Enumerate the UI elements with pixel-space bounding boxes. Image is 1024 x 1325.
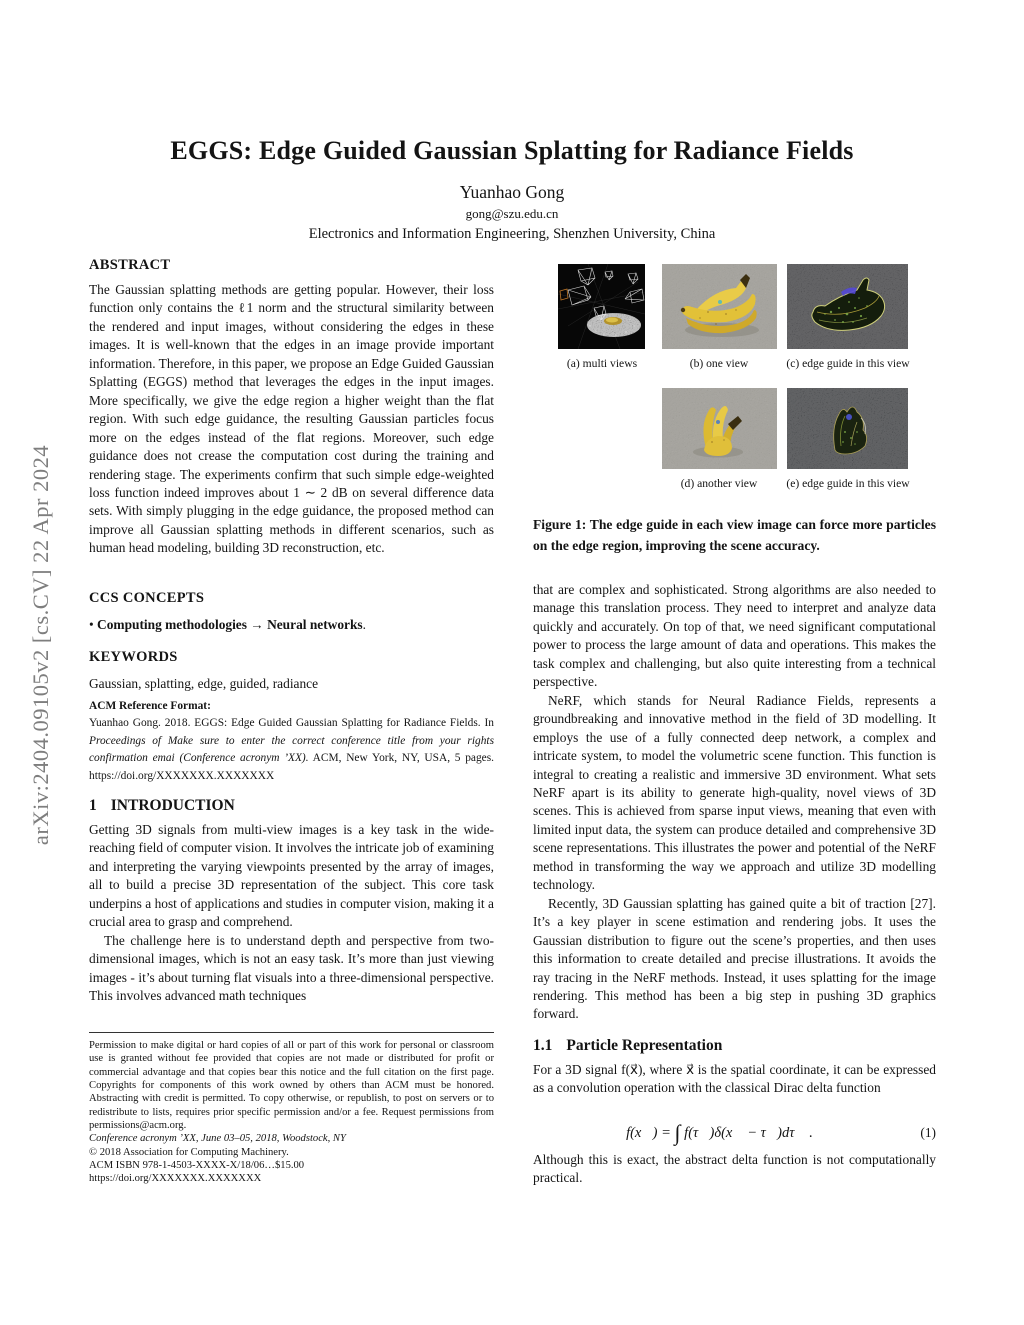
right-column-body [533,581,936,1024]
figure-1e-edge-guide-image [787,388,908,469]
permission-notice: Permission to make digital or hard copies of all or part of this work for personal or classroom use is granted without fee provided that copies are not made or distributed for profit or commercial advantage and that copies bear this notice and the full citation on the first page. Copyrights for components of this work owned by others than ACM must be honored. Abstracting with credit is permitted. To copy otherwise, or republish, to post on servers or to redistribute to lists, requires prior specific permission and/or a fee. Request permissions from permissions@acm.org. [89,1040,494,1132]
footnote-rule [89,1032,494,1033]
author-email: gong@szu.edu.cn [465,206,559,221]
figure-1d-caption: (d) another view [680,477,758,490]
equation-1-row [533,1116,936,1150]
introduction-body [89,821,494,1006]
figure-1b-one-view-image [662,264,777,349]
section-1-1-paragraph-2: Although this is exact, the abstract delta function is not computationally practical. [533,1152,936,1186]
intro-paragraph-1: Getting 3D signals from multi-view images is a key task in the wide-reaching field of computer vision. It involves the intricate job of examining and interpreting the varying viewpoints presented by the array of images, all to build a precise 3D representation of the subject. This core task underpins a host of applications and studies in computer vision, making it a crucial area to grasp and comprehend. [89,822,494,930]
section-1-1-paragraph-1: For a 3D signal f(x⃗), where x⃗ is the spatial coordinate, it can be expressed as a convolution operation with the classical Dirac delta function [533,1062,936,1096]
ccs-concept-1: Computing methodologies [97,617,247,632]
acm-reference-heading: ACM Reference Format: [89,700,211,712]
doi-line: https://doi.org/XXXXXXX.XXXXXXX [89,1173,262,1185]
section-1-1-heading: 1.1 Particle Representation [533,1037,723,1054]
figure-1-main-caption: Figure 1: The edge guide in each view image can force more particles on the edge region, improving the scene accuracy. [533,517,936,553]
figure-1b-caption: (b) one view [689,357,749,370]
abstract-body: The Gaussian splatting methods are getting popular. However, their loss function only contains the ℓ1 norm and the structural similarity between the rendered and input images, without considering the edges in these images. It is well-known that the edges in an image provide important information. Therefore, in this paper, we propose an Edge Guided Gaussian Splatting (EGGS) method that leverages the edges in the input images. More specifically, we give the edge region a higher weight than the flat region. With such edge guidance, the resulting Gaussian particles focus more on the edges instead of the flat regions. Moreover, such edge guidance does not crease the computation cost during the training and rendering stage. The experiments confirm that such simple edge-weighted loss function indeed improves about 1 ∼ 2 dB on several difference data sets. With simply plugging in the edge guidance, the proposed method can improve all Gaussian splatting methods in different scenarios, such as human head modeling, building 3D reconstruction, etc. [89,282,494,556]
isbn-line: ACM ISBN 978-1-4503-XXXX-X/18/06…$15.00 [89,1160,305,1172]
conference-line: Conference acronym ’XX, June 03–05, 2018, Woodstock, NY [89,1133,346,1145]
figure-1a-caption: (a) multi views [566,357,638,370]
acm-reference-proceedings: Proceedings of Make sure to enter the correct conference title from your rights confirmation emai (Conference acronym ’XX). [89,734,494,765]
acm-reference-block [89,698,494,785]
arxiv-watermark: arXiv:2404.09105v2 [cs.CV] 22 Apr 2024 [28,444,53,846]
ccs-concepts-line: • Computing methodologies → Neural networks. [89,617,367,632]
integral-sign: ∫ [674,1120,681,1145]
keywords-heading: KEYWORDS [89,649,178,665]
copyright-line: © 2018 Association for Computing Machinery. [89,1146,289,1158]
keywords-body: Gaussian, splatting, edge, guided, radiance [89,676,319,691]
equation-1-number: (1) [920,1125,936,1140]
ccs-heading: CCS CONCEPTS [89,590,205,606]
section-1-heading: 1 INTRODUCTION [89,797,235,814]
gaussian-splatting-paragraph: Recently, 3D Gaussian splatting has gained quite a bit of traction [27]. It’s a key player in scene estimation and rendering jobs. It uses the Gaussian distribution to figure out the scene’s properties, and then uses this information to create detailed and precise illustrations. It avoids the ray tracing in the NeRF methods. Instead, it uses splatting for the image rendering. This method has been a big step in pushing 3D graphics forward. [533,895,936,1022]
figure-1c-edge-guide-image [787,264,908,349]
paper-title: EGGS: Edge Guided Gaussian Splatting for Radiance Fields [170,136,854,165]
equation-1: f(x⃗) = ∫ f(τ⃗)δ(x⃗ − τ⃗)dτ⃗ . [626,1120,813,1145]
acm-reference-text: Yuanhao Gong. 2018. EGGS: Edge Guided Gaussian Splatting for Radiance Fields. In Proceedings of Make sure to enter the correct conference title from your rights confirmation emai (Conference acronym ’XX). ACM, New York, NY, USA, 5 pages. https://doi.org/XXXXXXX.XXXXXXX [89,717,494,782]
figure-1e-caption: (e) edge guide in this view [786,477,910,490]
ccs-bullet: • [89,617,98,632]
intro-paragraph-2: The challenge here is to understand depth and perspective from two-dimensional images, which is not an easy task. It’s more than just viewing images - it’s about turning flat visuals into a three-dimensional perspective. This involves advanced math techniques [89,932,494,1004]
figure-1a-multi-views-image [558,264,645,349]
author-affiliation: Electronics and Information Engineering, Shenzhen University, China [308,226,716,242]
figure-1c-caption: (c) edge guide in this view [786,357,910,370]
author-name: Yuanhao Gong [459,182,565,202]
abstract-heading: ABSTRACT [89,257,171,273]
ccs-arrow: → [246,617,268,632]
nerf-paragraph: NeRF, which stands for Neural Radiance Fields, represents a groundbreaking and innovative method in the field of 3D modelling. It employs the use of a fully connected deep network, a complex and intricate system, to model the volumetric scene function. This function is integral to creating a realistic and immersive 3D environment. What sets NeRF apart is its ability to generate high-quality, novel views of 3D scenes. This is achieved from sparse input views, meaning that even with limited input data, the system can produce detailed and comprehensive 3D scene representations. This illustrates the power and potential of the NeRF method in transforming the way we approach and utilize 3D modelling technology. [533,692,936,893]
body-paragraph-continued: that are complex and sophisticated. Strong algorithms are also needed to manage this translation process. They need to interpret and analyze data quickly and accurately. On top of that, we need significant computational power to process the large amount of data and operations. This makes the task complex and challenging, but also quite interesting from a technical perspective. [533,582,936,690]
footnote-block [89,1039,494,1186]
ccs-concept-2: Neural networks [267,617,363,632]
figure-1d-another-view-image [662,388,777,469]
